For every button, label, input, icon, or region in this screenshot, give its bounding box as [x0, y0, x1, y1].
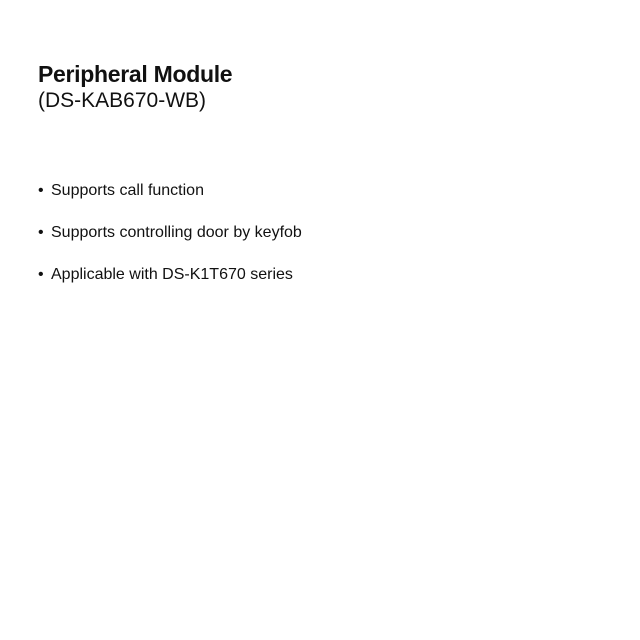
feature-item: [38, 180, 302, 202]
feature-item: [38, 264, 302, 286]
feature-text: Supports controlling door by keyfob: [51, 224, 302, 241]
feature-text: Supports call function: [51, 182, 204, 199]
product-title: Peripheral Module: [38, 61, 233, 87]
feature-text: Applicable with DS-K1T670 series: [51, 266, 293, 283]
bullet-icon: •: [38, 182, 44, 199]
product-model: (DS-KAB670-WB): [38, 89, 207, 112]
feature-item: [38, 222, 302, 244]
feature-list: [38, 180, 302, 306]
bullet-icon: •: [38, 224, 44, 241]
product-card: [38, 60, 618, 283]
bullet-icon: •: [38, 266, 44, 283]
